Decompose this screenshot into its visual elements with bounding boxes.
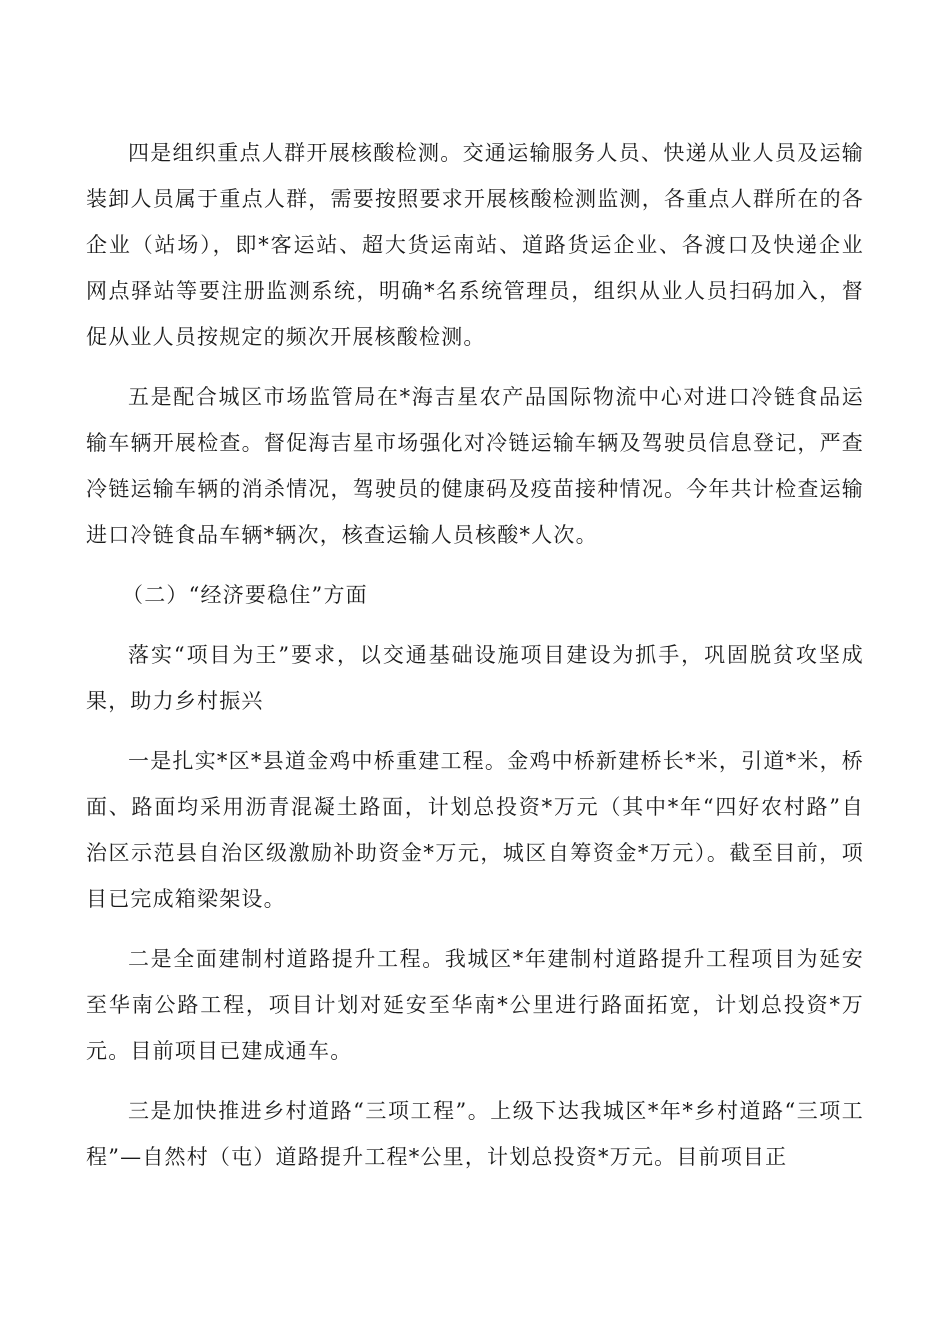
paragraph-three-projects: 三是加快推进乡村道路“三项工程”。上级下达我城区*年*乡村道路“三项工程”—自然村（屯）道路提升工程*公里，计划总投资*万元。目前项目正: [86, 1099, 864, 1169]
document-page: [86, 130, 864, 1194]
paragraph-village-road-upgrade: 二是全面建制村道路提升工程。我城区*年建制村道路提升工程项目为延安至华南公路工程，项目计划对延安至华南*公里进行路面拓宽，计划总投资*万元。目前项目已建成通车。: [86, 947, 864, 1063]
paragraph-jinji-bridge: 一是扎实*区*县道金鸡中桥重建工程。金鸡中桥新建桥长*米，引道*米，桥面、路面均采用沥青混凝土路面，计划总投资*万元（其中*年“四好农村路”自治区示范县自治区级激励补助资金*万元，城区自筹资金*万元）。截至目前，项目已完成箱梁架设。: [86, 749, 864, 911]
paragraph-project-king: 落实“项目为王”要求，以交通基础设施项目建设为抓手，巩固脱贫攻坚成果，助力乡村振兴: [86, 643, 864, 713]
paragraph-key-groups-testing: 四是组织重点人群开展核酸检测。交通运输服务人员、快递从业人员及运输装卸人员属于重点人群，需要按照要求开展核酸检测监测，各重点人群所在的各企业（站场），即*客运站、超大货运南站、道路货运企业、各渡口及快递企业网点驿站等要注册监测系统，明确*名系统管理员，组织从业人员扫码加入，督促从业人员按规定的频次开展核酸检测。: [86, 141, 864, 349]
paragraph-cold-chain-inspection: 五是配合城区市场监管局在*海吉星农产品国际物流中心对进口冷链食品运输车辆开展检查。督促海吉星市场强化对冷链运输车辆及驾驶员信息登记，严查冷链运输车辆的消杀情况，驾驶员的健康码及疫苗接种情况。今年共计检查运输进口冷链食品车辆*辆次，核查运输人员核酸*人次。: [86, 385, 864, 547]
section-heading-economy: （二）“经济要稳住”方面: [122, 583, 368, 607]
